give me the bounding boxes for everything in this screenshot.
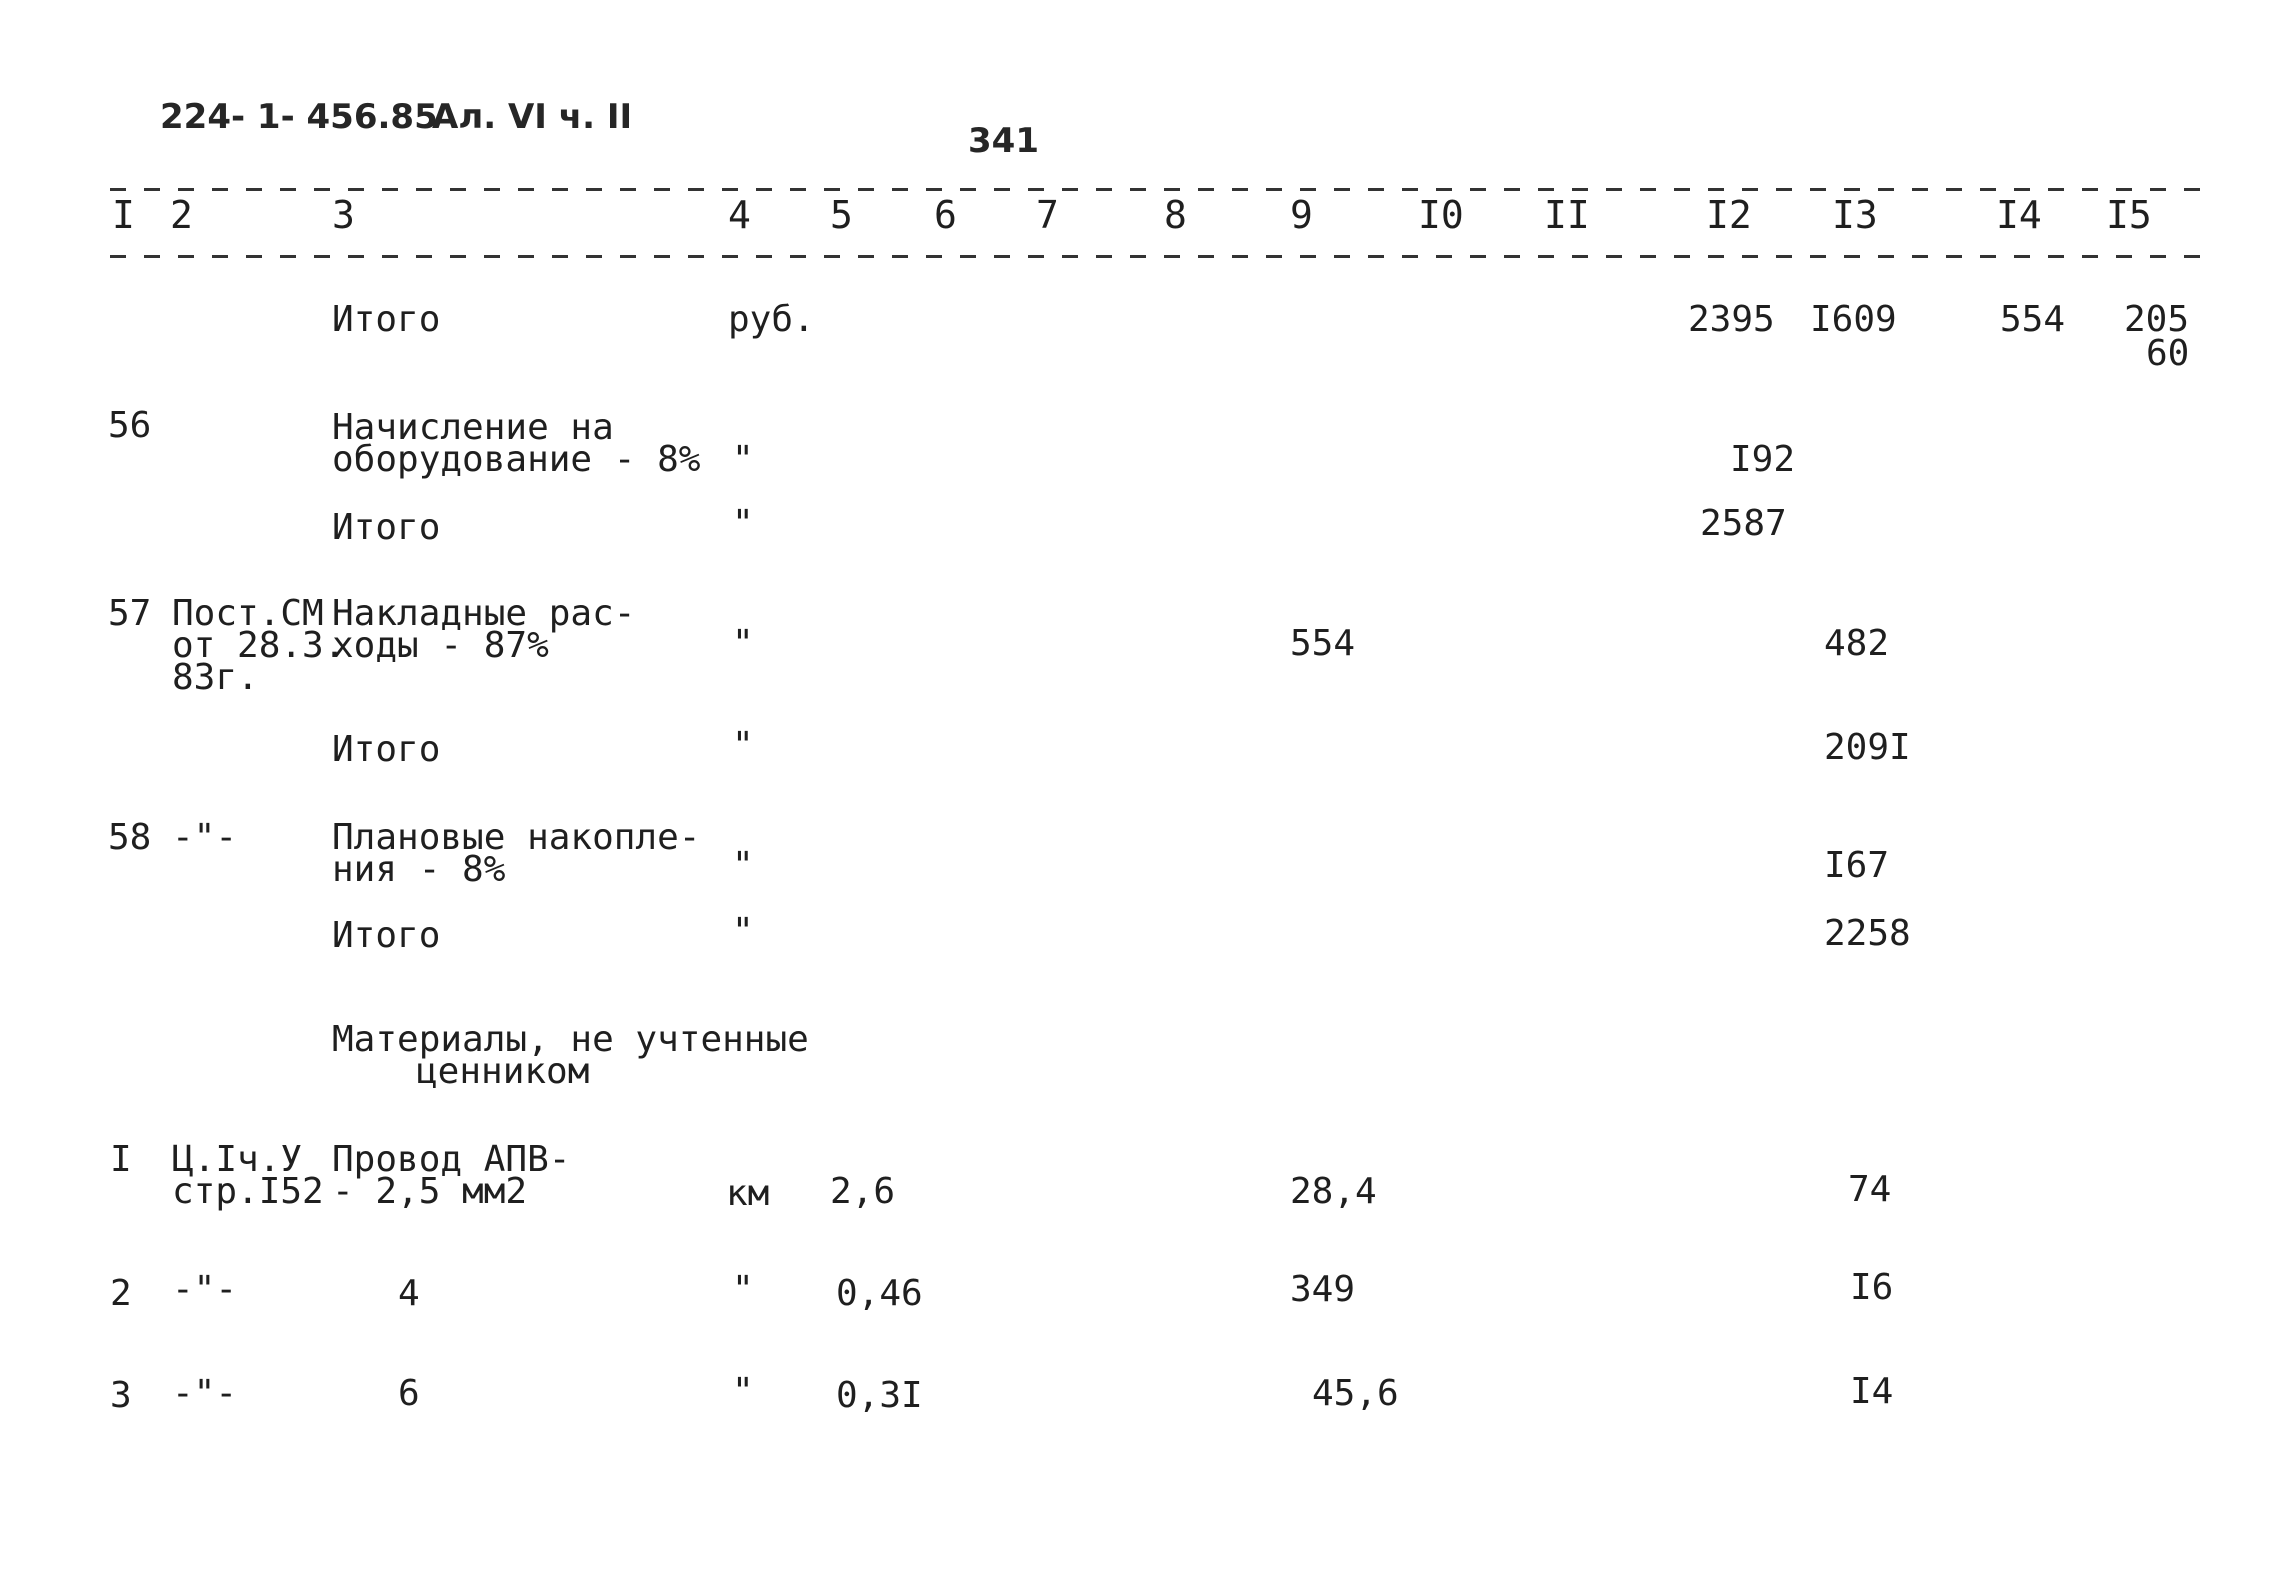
- cell-col14: 554: [2000, 299, 2066, 340]
- row-name-continuation: ходы - 87%: [332, 625, 549, 666]
- row-basis: Пост.СМ: [172, 593, 324, 634]
- cell-col13: 74: [1848, 1169, 1892, 1210]
- cell-col15-second-line: 60: [2146, 333, 2190, 374]
- row-unit: руб.: [728, 299, 815, 340]
- column-header: I5: [2106, 193, 2152, 237]
- column-header: II: [1544, 193, 1590, 237]
- row-name: 6: [398, 1373, 420, 1414]
- row-unit: ": [732, 845, 754, 886]
- cell-col9: 554: [1290, 623, 1356, 664]
- column-header: I: [112, 193, 135, 237]
- row-name: Итого: [332, 915, 441, 956]
- column-header: 6: [934, 193, 957, 237]
- row-name: Плановые накопле-: [332, 817, 701, 858]
- cell-col13: I67: [1824, 845, 1890, 886]
- row-number: 2: [110, 1273, 132, 1314]
- section-heading-continuation: ценником: [416, 1051, 590, 1092]
- row-name: 4: [398, 1273, 420, 1314]
- cell-col13: 209I: [1824, 727, 1911, 768]
- row-unit: ": [732, 1269, 754, 1310]
- column-header: 3: [332, 193, 355, 237]
- row-name: Итого: [332, 299, 441, 340]
- column-header: 4: [728, 193, 751, 237]
- row-name: Итого: [332, 729, 441, 770]
- row-basis: -"-: [172, 817, 238, 858]
- row-name: Провод АПВ-: [332, 1139, 571, 1180]
- cell-col9: 45,6: [1312, 1373, 1399, 1414]
- cell-col15: 205: [2124, 299, 2190, 340]
- column-header: 2: [170, 193, 193, 237]
- header-bottom-rule: [110, 255, 2202, 258]
- cell-col13: 482: [1824, 623, 1890, 664]
- row-number: I: [110, 1139, 132, 1180]
- row-basis: Ц.Iч.У: [172, 1139, 303, 1180]
- column-header: 7: [1036, 193, 1059, 237]
- page-number: 341: [968, 121, 1039, 161]
- row-number: 57: [108, 593, 152, 634]
- row-name-continuation: оборудование - 8%: [332, 439, 701, 480]
- row-basis: -"-: [172, 1373, 238, 1414]
- album-reference: Ал. VI ч. II: [432, 97, 633, 137]
- row-basis: -"-: [172, 1269, 238, 1310]
- cell-col12: 2395: [1688, 299, 1775, 340]
- row-name: Накладные рас-: [332, 593, 636, 634]
- column-header: I2: [1706, 193, 1752, 237]
- column-header: I0: [1418, 193, 1464, 237]
- row-basis-continuation: от 28.3.: [172, 625, 346, 666]
- cell-col5: 0,3I: [836, 1375, 923, 1416]
- row-unit: ": [732, 623, 754, 664]
- row-basis-continuation: 83г.: [172, 657, 259, 698]
- row-name-continuation: - 2,5 мм2: [332, 1171, 528, 1212]
- cell-col13: I6: [1850, 1267, 1894, 1308]
- cell-col5: 2,6: [830, 1171, 896, 1212]
- row-name: Итого: [332, 507, 441, 548]
- row-name-continuation: ния - 8%: [332, 849, 506, 890]
- column-header: 8: [1164, 193, 1187, 237]
- row-number: 3: [110, 1375, 132, 1416]
- column-header: 9: [1290, 193, 1313, 237]
- row-unit: км: [726, 1173, 770, 1214]
- document-code: 224- 1- 456.85: [160, 97, 438, 137]
- cell-col13: 2258: [1824, 913, 1911, 954]
- cell-col9: 28,4: [1290, 1171, 1377, 1212]
- row-basis-continuation: стр.I52: [172, 1171, 324, 1212]
- cell-col13: I609: [1810, 299, 1897, 340]
- row-unit: ": [732, 439, 754, 480]
- cell-col13: I4: [1850, 1371, 1894, 1412]
- row-number: 56: [108, 405, 152, 446]
- row-number: 58: [108, 817, 152, 858]
- cell-col9: 349: [1290, 1269, 1356, 1310]
- column-header: 5: [830, 193, 853, 237]
- row-unit: ": [732, 725, 754, 766]
- row-name: Начисление на: [332, 407, 614, 448]
- header-top-rule: [110, 188, 2202, 191]
- row-unit: ": [732, 503, 754, 544]
- row-unit: ": [732, 911, 754, 952]
- row-unit: ": [732, 1371, 754, 1412]
- column-header: I3: [1832, 193, 1878, 237]
- column-header: I4: [1996, 193, 2042, 237]
- cell-col12: 2587: [1700, 503, 1787, 544]
- cell-col5: 0,46: [836, 1273, 923, 1314]
- cell-col12: I92: [1730, 439, 1796, 480]
- section-heading: Материалы, не учтенные: [332, 1019, 809, 1060]
